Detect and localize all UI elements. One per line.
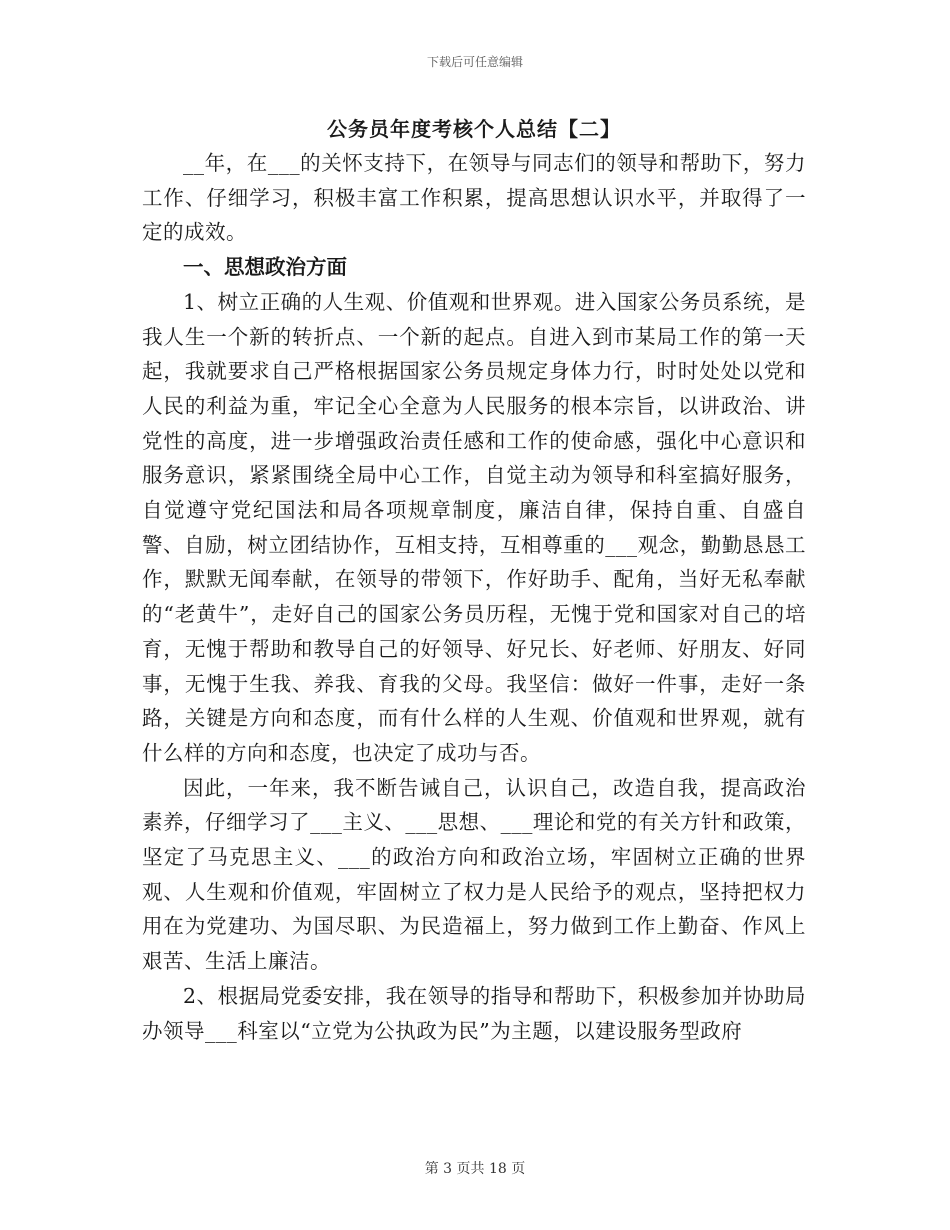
section-heading-political: 一、思想政治方面 (183, 255, 347, 280)
document-body (142, 112, 806, 1048)
intro-paragraph: __年，在___的关怀支持下，在领导与同志们的领导和帮助下，努力工作、仔细学习，积极丰富工作积累，提高思想认识水平，并取得了一定的成效。 (142, 151, 806, 245)
document-title: 公务员年度考核个人总结【二】 (327, 117, 621, 141)
paragraph-worldview: 1、树立正确的人生观、价值观和世界观。进入国家公务员系统，是我人生一个新的转折点、一个新的起点。自进入到市某局工作的第一天起，我就要求自己严格根据国家公务员规定身体力行，时时处处以党和人民的利益为重，牢记全心全意为人民服务的根本宗旨，以讲政治、讲党性的高度，进一步增强政治责任感和工作的使命感，强化中心意识和服务意识，紧紧围绕全局中心工作，自觉主动为领导和科室搞好服务，自觉遵守党纪国法和局各项规章制度，廉洁自律，保持自重、自盛自警、自励，树立团结协作，互相支持，互相尊重的___观念，勤勤恳恳工作，默默无闻奉献，在领导的带领下，作好助手、配角，当好无私奉献的“老黄牛”，走好自己的国家公务员历程，无愧于党和国家对自己的培育，无愧于帮助和教导自己的好领导、好兄长、好老师、好朋友、好同事，无愧于生我、养我、育我的父母。我坚信：做好一件事，走好一条路，关键是方向和态度，而有什么样的人生观、价值观和世界观，就有什么样的方向和态度，也决定了成功与否。 (142, 289, 806, 765)
header-note: 下载后可任意编辑 (426, 55, 523, 69)
paragraph-study: 因此，一年来，我不断告诫自己，认识自己，改造自我，提高政治素养，仔细学习了___主义、___思想、___理论和党的有关方针和政策，坚定了马克思主义、___的政治方向和政治立场，牢固树立正确的世界观、人生观和价值观，牢固树立了权力是人民给予的观点，坚持把权力用在为党建功、为国尽职、为民造福上，努力做到工作上勤奋、作风上艰苦、生活上廉洁。 (142, 775, 806, 974)
paragraph-party-activity: 2、根据局党委安排，我在领导的指导和帮助下，积极参加并协助局办领导___科室以“立党为公执政为民”为主题，以建设服务型政府 (142, 983, 806, 1043)
page-number: 第 3 页共 18 页 (424, 1161, 526, 1177)
